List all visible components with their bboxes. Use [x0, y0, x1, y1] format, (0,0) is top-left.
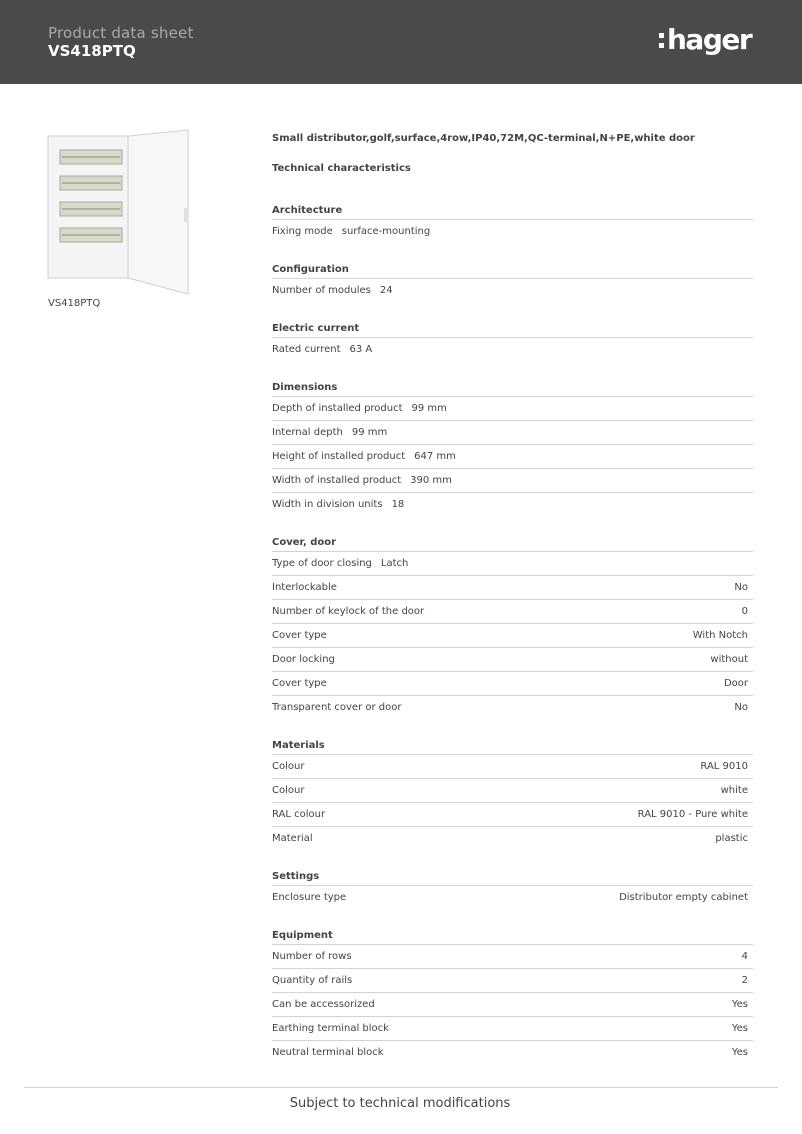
header-bar [0, 0, 802, 84]
spec-row [272, 672, 753, 696]
spec-label: Colour [272, 785, 305, 796]
spec-label: Enclosure type [272, 892, 347, 903]
product-image [46, 128, 192, 298]
footer-note: Subject to technical modifications [289, 1096, 511, 1111]
spec-row [272, 624, 753, 648]
spec-section [272, 375, 753, 516]
document-subtitle: Product data sheet [48, 24, 194, 42]
spec-value: Latch [380, 558, 409, 569]
spec-section [272, 923, 753, 1064]
logo-text: hager [667, 23, 752, 56]
spec-label: Number of rows [272, 951, 352, 962]
spec-row [272, 803, 753, 827]
spec-value: Yes [731, 1047, 748, 1058]
spec-row [272, 397, 753, 421]
spec-label: Number of keylock of the door [272, 606, 425, 617]
spec-section [272, 864, 753, 909]
product-code: VS418PTQ [48, 42, 136, 60]
spec-value: Door [723, 678, 748, 689]
spec-content [272, 130, 753, 1078]
spec-value: Yes [731, 999, 748, 1010]
spec-label: Cover type [272, 678, 327, 689]
spec-value: 99 mm [411, 403, 447, 414]
spec-value: Yes [731, 1023, 748, 1034]
spec-value: 4 [741, 951, 748, 962]
spec-label: Depth of installed product [272, 403, 403, 414]
spec-value: plastic [715, 833, 748, 844]
spec-row [272, 576, 753, 600]
spec-row [272, 552, 753, 576]
section-title: Cover, door [272, 530, 753, 552]
spec-sections [272, 198, 753, 1064]
spec-row [272, 220, 753, 243]
spec-value: 18 [391, 499, 405, 510]
spec-row [272, 779, 753, 803]
spec-row [272, 445, 753, 469]
spec-label: Material [272, 833, 313, 844]
section-title: Electric current [272, 316, 753, 338]
spec-label: Rated current [272, 344, 341, 355]
spec-value: RAL 9010 [700, 761, 748, 772]
product-description: Small distributor,golf,surface,4row,IP40,72M,QC-terminal,N+PE,white door [272, 133, 695, 144]
spec-value: 0 [741, 606, 748, 617]
spec-value: white [720, 785, 748, 796]
spec-row [272, 945, 753, 969]
spec-section [272, 316, 753, 361]
logo-dots-icon [659, 33, 664, 48]
section-title: Dimensions [272, 375, 753, 397]
spec-row [272, 648, 753, 672]
spec-value: 99 mm [351, 427, 388, 438]
spec-value: No [734, 702, 748, 713]
spec-section [272, 530, 753, 719]
spec-row [272, 993, 753, 1017]
spec-label: Cover type [272, 630, 327, 641]
spec-label: Width in division units [272, 499, 383, 510]
spec-label: Number of modules [272, 285, 371, 296]
section-title: Configuration [272, 257, 753, 279]
spec-value: without [710, 654, 748, 665]
spec-row [272, 338, 753, 361]
spec-value: 390 mm [410, 475, 452, 486]
spec-row [272, 886, 753, 909]
section-title: Architecture [272, 198, 753, 220]
spec-row [272, 969, 753, 993]
spec-value: With Notch [692, 630, 748, 641]
spec-label: Can be accessorized [272, 999, 375, 1010]
spec-label: Door locking [272, 654, 335, 665]
spec-section [272, 257, 753, 302]
section-title: Equipment [272, 923, 753, 945]
spec-row [272, 696, 753, 719]
image-caption: VS418PTQ [48, 298, 101, 309]
spec-row [272, 421, 753, 445]
spec-label: Width of installed product [272, 475, 402, 486]
section-title: Materials [272, 733, 753, 755]
spec-label: Transparent cover or door [272, 702, 402, 713]
hager-logo [659, 22, 751, 58]
spec-label: Colour [272, 761, 305, 772]
spec-label: Height of installed product [272, 451, 406, 462]
spec-row [272, 1017, 753, 1041]
spec-value: 2 [741, 975, 748, 986]
spec-value: Distributor empty cabinet [619, 892, 748, 903]
spec-label: Interlockable [272, 582, 337, 593]
spec-row [272, 469, 753, 493]
spec-row [272, 1041, 753, 1064]
spec-section [272, 733, 753, 850]
spec-row [272, 755, 753, 779]
spec-section [272, 198, 753, 243]
spec-value: RAL 9010 - Pure white [637, 809, 748, 820]
technical-characteristics-title: Technical characteristics [272, 163, 411, 174]
spec-row [272, 493, 753, 516]
spec-row [272, 827, 753, 850]
spec-label: Quantity of rails [272, 975, 353, 986]
spec-label: Fixing mode [272, 226, 333, 237]
spec-value: 24 [379, 285, 393, 296]
spec-label: RAL colour [272, 809, 326, 820]
spec-row [272, 279, 753, 302]
spec-value: 63 A [349, 344, 373, 355]
spec-value: No [734, 582, 748, 593]
spec-label: Neutral terminal block [272, 1047, 384, 1058]
spec-value: 647 mm [414, 451, 456, 462]
spec-row [272, 600, 753, 624]
spec-value: surface-mounting [341, 226, 431, 237]
spec-label: Internal depth [272, 427, 343, 438]
section-title: Settings [272, 864, 753, 886]
spec-label: Type of door closing [272, 558, 372, 569]
footer-divider [24, 1087, 778, 1088]
spec-label: Earthing terminal block [272, 1023, 389, 1034]
